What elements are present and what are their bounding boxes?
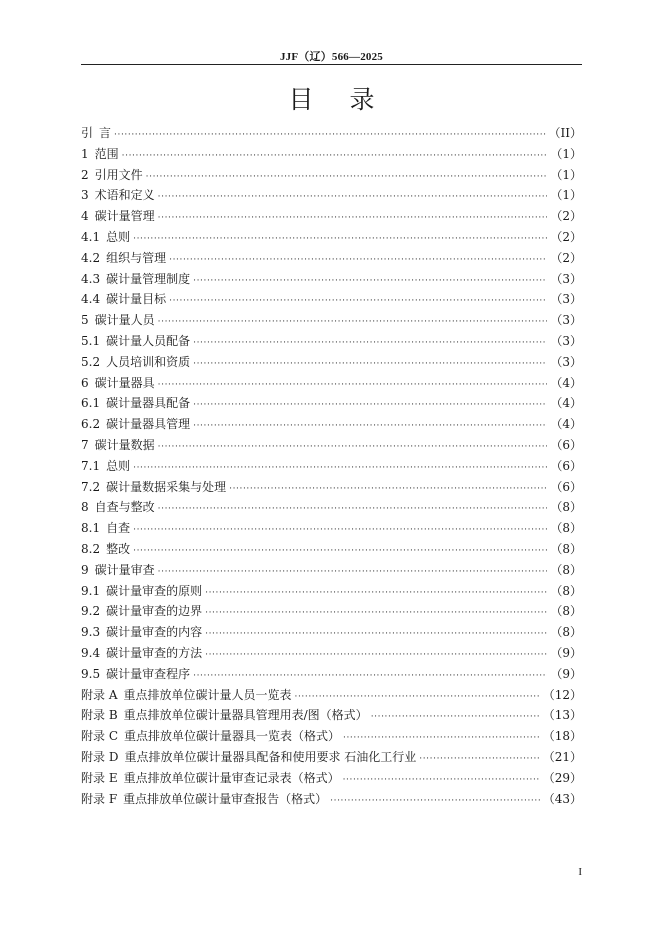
toc-entry-number: 9.5 [81,666,101,681]
toc-dot-leader [146,167,548,188]
toc-entry-number: 2 [81,167,89,182]
toc-entry-number: 6.2 [81,417,101,432]
toc-entry[interactable] [81,185,582,206]
toc-entry[interactable] [81,643,582,664]
toc-entry[interactable] [81,747,582,768]
toc-dot-leader [343,728,540,749]
toc-entry-number: 4.1 [81,229,101,244]
toc-entry[interactable] [81,393,582,414]
toc-dot-leader [193,354,547,375]
toc-entry-number: 附录 D [81,749,119,764]
toc-entry-page: （2） [550,209,582,224]
toc-entry-number: 9.4 [81,645,101,660]
toc-entry-page: （13） [542,708,582,723]
toc-entry[interactable] [81,497,582,518]
toc-entry-number: 4.2 [81,250,101,265]
toc-entry[interactable] [81,165,582,186]
toc-dot-leader [205,624,547,645]
toc-entry-title: 重点排放单位碳计量器具一览表（格式） [124,729,341,744]
toc-entry-number: 引 [81,126,94,140]
toc-entry[interactable] [81,601,582,622]
toc-entry[interactable] [81,144,582,165]
toc-dot-leader [122,146,548,167]
toc-entry-number: 5.1 [81,333,101,348]
table-of-contents [81,123,582,809]
toc-entry-page: （8） [550,541,582,556]
toc-entry[interactable] [81,726,582,747]
toc-entry-number: 9.1 [81,583,101,598]
toc-entry-number: 9.2 [81,604,101,619]
toc-dot-leader [419,749,539,770]
toc-dot-leader [205,603,547,624]
toc-entry-page: （2） [550,250,582,265]
toc-entry[interactable] [81,705,582,726]
toc-dot-leader [158,375,548,396]
toc-entry-page: （II） [548,126,582,140]
toc-entry[interactable] [81,414,582,435]
toc-dot-leader [205,645,547,666]
toc-entry[interactable] [81,560,582,581]
toc-entry-title: 碳计量人员配备 [106,333,191,348]
toc-entry-page: （3） [550,354,582,369]
toc-entry-number: 8 [81,500,89,515]
toc-entry-page: （8） [550,521,582,536]
toc-entry[interactable] [81,123,582,144]
toc-dot-leader [229,479,547,500]
toc-entry-title: 自查 [106,521,131,536]
toc-entry-page: （18） [542,729,582,744]
toc-entry[interactable] [81,352,582,373]
toc-entry-page: （1） [550,188,582,203]
toc-entry-page: （8） [550,583,582,598]
toc-dot-leader [169,291,547,312]
toc-dot-leader [193,416,547,437]
toc-dot-leader [371,707,540,728]
toc-entry-page: （3） [550,271,582,286]
toc-entry-page: （4） [550,396,582,411]
toc-entry-title: 重点排放单位碳计量审查报告（格式） [123,791,328,806]
toc-entry-title: 总则 [106,229,131,244]
toc-entry-title: 术语和定义 [94,188,155,203]
toc-entry-page: （21） [542,749,582,764]
toc-entry-title: 重点排放单位碳计量审查记录表（格式） [123,770,340,785]
toc-entry-title: 整改 [106,541,131,556]
toc-entry-number: 附录 B [81,708,118,723]
header-divider [81,64,582,65]
toc-entry-title: 碳计量审查的原则 [106,583,203,598]
toc-dot-leader [343,770,540,791]
toc-entry-number: 4 [81,209,89,224]
toc-entry-title: 碳计量数据采集与处理 [106,479,227,494]
toc-entry-title: 碳计量审查的边界 [106,604,203,619]
toc-entry-number: 9 [81,562,89,577]
toc-entry[interactable] [81,685,582,706]
toc-entry[interactable] [81,331,582,352]
toc-entry-number: 6.1 [81,396,101,411]
toc-dot-leader [133,520,547,541]
toc-dot-leader [295,687,540,708]
document-code-header: JJF（辽）566—2025 [279,51,384,63]
toc-entry-title: 重点排放单位碳计量器具管理用表/图（格式） [123,708,368,723]
toc-entry-page: （2） [550,229,582,244]
toc-entry-title: 范围 [94,146,119,161]
toc-entry-page: （8） [550,500,582,515]
toc-entry-number: 1 [81,146,89,161]
toc-entry-page: （43） [542,791,582,806]
toc-entry-page: （8） [550,625,582,640]
toc-entry-title: 碳计量审查的方法 [106,645,203,660]
toc-entry[interactable] [81,581,582,602]
toc-entry-page: （9） [550,666,582,681]
toc-dot-leader [133,458,547,479]
toc-entry[interactable] [81,664,582,685]
toc-dot-leader [133,541,547,562]
toc-entry-page: （6） [550,458,582,473]
toc-dot-leader [193,271,547,292]
toc-entry[interactable] [81,539,582,560]
toc-entry[interactable] [81,373,582,394]
toc-entry-title: 引用文件 [94,167,143,182]
toc-entry-title: 碳计量审查 [94,562,155,577]
toc-dot-leader [158,499,548,520]
toc-entry-number: 7.2 [81,479,101,494]
toc-entry-page: （6） [550,479,582,494]
toc-entry-title: 碳计量人员 [94,313,155,328]
toc-entry-number: 4.3 [81,271,101,286]
toc-dot-leader [114,125,545,146]
toc-entry[interactable] [81,206,582,227]
toc-entry-page: （8） [550,604,582,619]
toc-entry-title: 碳计量器具 [94,375,155,390]
toc-title: 目 录 [288,85,389,114]
toc-entry-title: 组织与管理 [106,250,167,265]
toc-entry-page: （9） [550,645,582,660]
toc-entry-title: 自查与整改 [94,500,155,515]
toc-entry-title: 碳计量管理 [94,209,155,224]
toc-entry-title: 碳计量审查的内容 [106,625,203,640]
toc-entry-page: （3） [550,313,582,328]
toc-entry-page: （1） [550,146,582,161]
toc-entry[interactable] [81,789,582,810]
toc-dot-leader [158,312,548,333]
page-number: I [578,866,582,878]
toc-entry[interactable] [81,768,582,789]
toc-dot-leader [193,395,547,416]
toc-entry-number: 4.4 [81,292,101,307]
toc-dot-leader [193,666,547,687]
toc-dot-leader [169,250,547,271]
toc-dot-leader [158,562,548,583]
toc-entry-number: 6 [81,375,89,390]
toc-entry-page: （4） [550,417,582,432]
toc-entry-page: （6） [550,437,582,452]
toc-entry-number: 5 [81,313,89,328]
toc-dot-leader [133,229,547,250]
toc-entry-title: 重点排放单位碳计量器具配备和使用要求 石油化工行业 [124,749,417,764]
toc-entry-title: 人员培训和资质 [106,354,191,369]
toc-dot-leader [158,437,548,458]
toc-entry[interactable] [81,310,582,331]
toc-entry-number: 3 [81,188,89,203]
toc-dot-leader [193,333,547,354]
toc-entry-page: （29） [542,770,582,785]
toc-entry-page: （4） [550,375,582,390]
toc-entry-number: 附录 C [81,729,118,744]
toc-dot-leader [158,187,548,208]
toc-entry[interactable] [81,289,582,310]
toc-entry-page: （12） [542,687,582,702]
toc-entry-page: （3） [550,292,582,307]
toc-entry[interactable] [81,248,582,269]
toc-entry-number: 5.2 [81,354,101,369]
toc-entry-title: 碳计量器具配备 [106,396,191,411]
toc-entry-number: 附录 A [81,687,118,702]
toc-entry-title: 碳计量目标 [106,292,167,307]
toc-entry[interactable] [81,477,582,498]
toc-dot-leader [158,208,548,229]
toc-entry-number: 附录 F [81,791,118,806]
toc-entry-number: 7 [81,437,89,452]
toc-entry-title: 碳计量管理制度 [106,271,191,286]
toc-entry-number: 8.2 [81,541,101,556]
toc-entry-title: 碳计量审查程序 [106,666,191,681]
toc-entry[interactable] [81,456,582,477]
toc-entry-page: （8） [550,562,582,577]
toc-entry-title: 碳计量器具管理 [106,417,191,432]
toc-entry-title: 言 [99,126,112,140]
toc-entry-title: 重点排放单位碳计量人员一览表 [123,687,292,702]
toc-entry[interactable] [81,622,582,643]
toc-entry-number: 9.3 [81,625,101,640]
toc-entry[interactable] [81,518,582,539]
toc-entry-number: 7.1 [81,458,101,473]
toc-dot-leader [205,583,547,604]
toc-dot-leader [330,791,540,812]
toc-entry-page: （1） [550,167,582,182]
toc-entry[interactable] [81,227,582,248]
toc-entry[interactable] [81,269,582,290]
toc-entry-title: 碳计量数据 [94,437,155,452]
toc-entry-number: 附录 E [81,770,118,785]
toc-entry-number: 8.1 [81,521,101,536]
toc-entry-title: 总则 [106,458,131,473]
toc-entry[interactable] [81,435,582,456]
toc-entry-page: （3） [550,333,582,348]
